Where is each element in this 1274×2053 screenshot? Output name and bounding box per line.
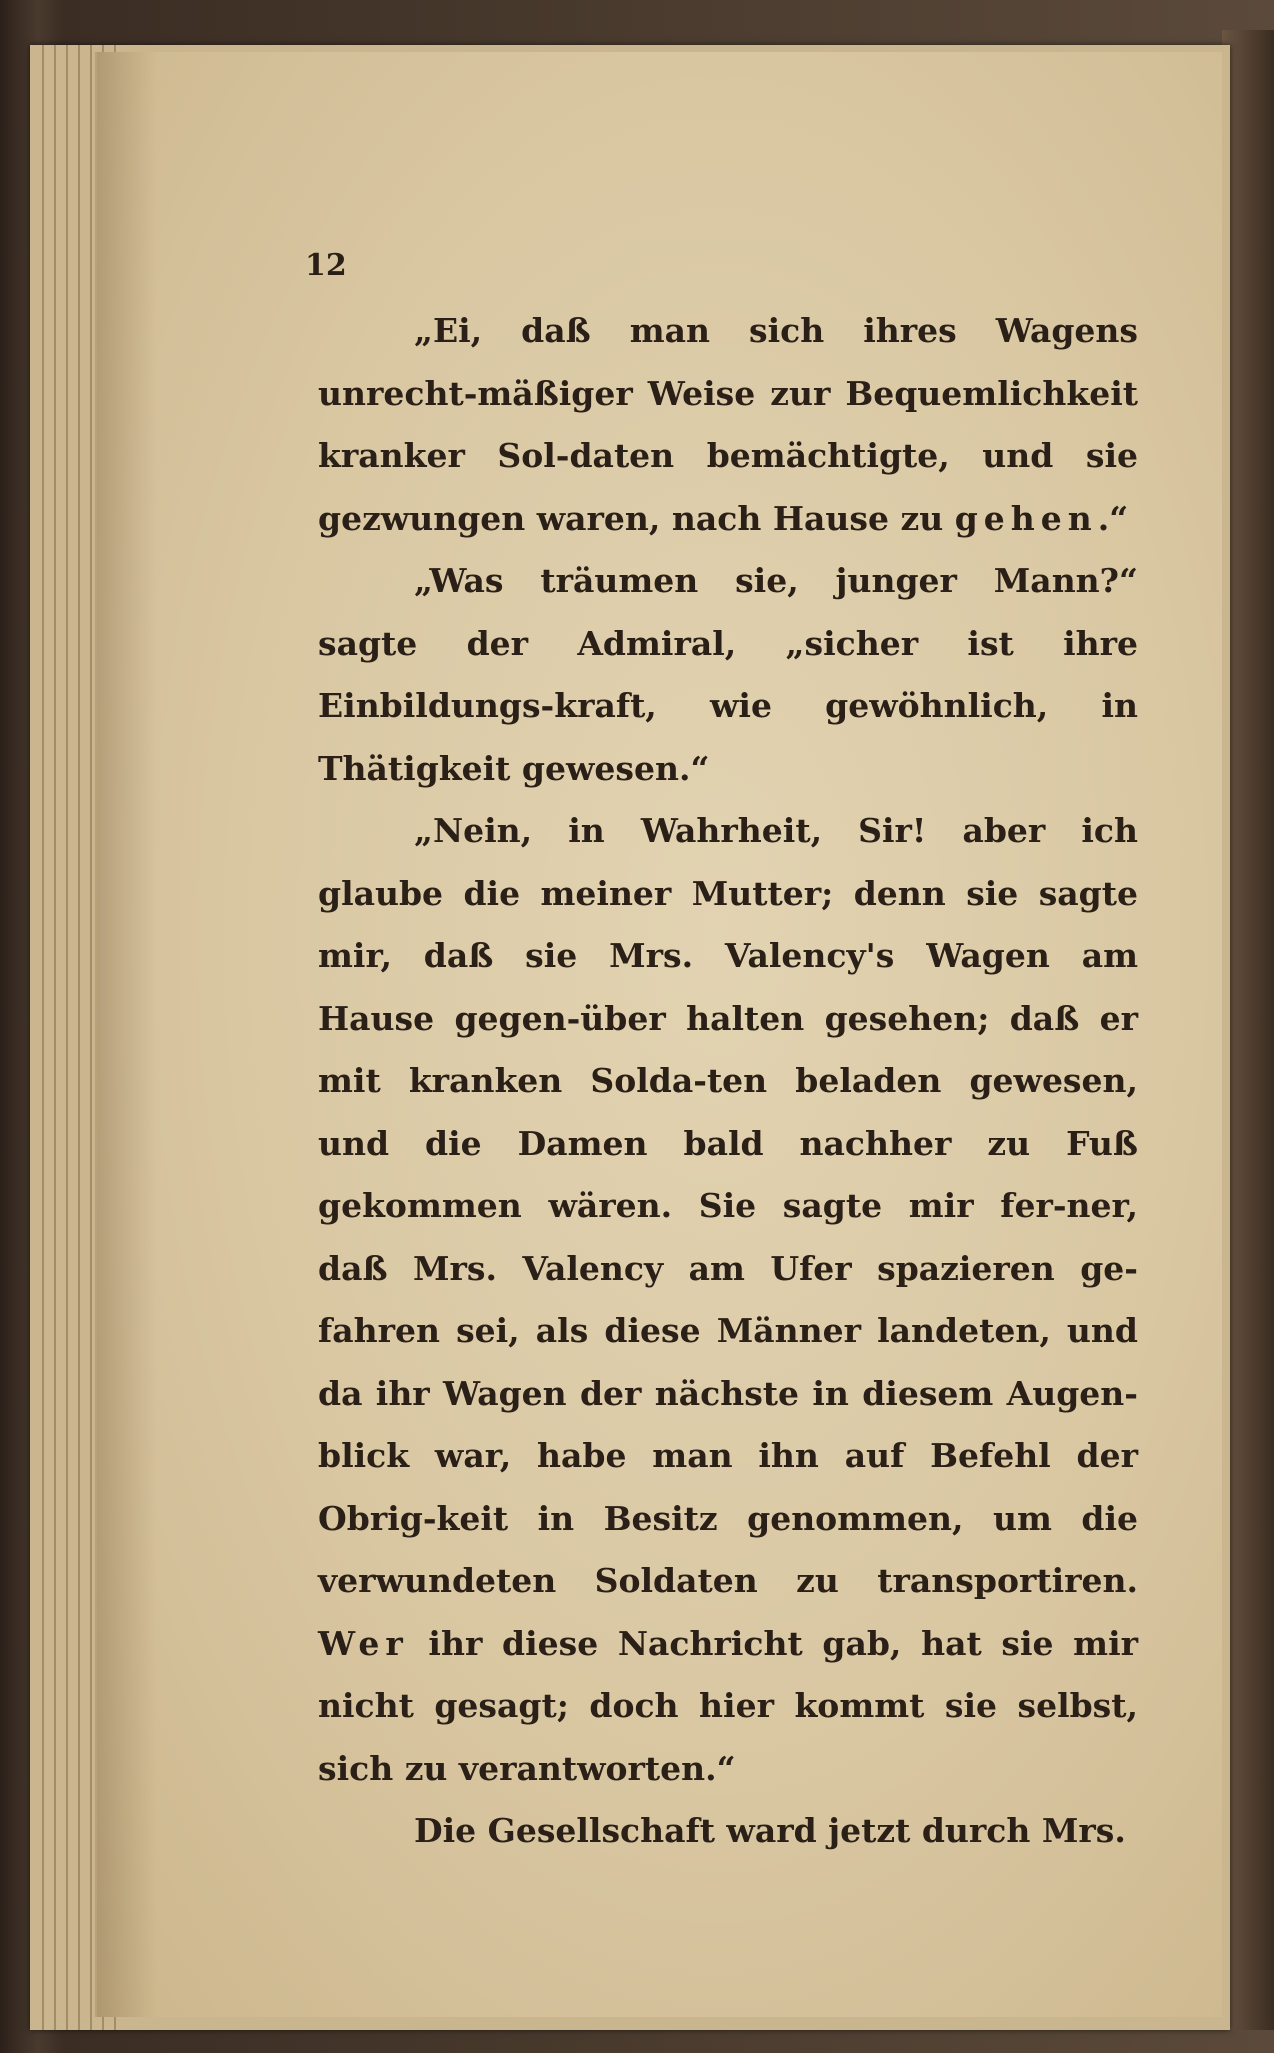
emphasized-word: gehen [954,498,1098,538]
paragraph-text: „Nein, in Wahrheit, Sir! aber ich glaube die meiner Mutter; denn sie sagte mir, daß sie Mrs. Valency's Wagen am Hause gegen-über halten gesehen; daß er mit kranken Solda-ten beladen gewesen, und die Damen bald nachher zu Fuß gekommen wären. Sie sagte mir fer-ner, daß Mrs. Valency am Ufer spazieren ge-fahren sei, als diese Männer landeten, und da ihr Wagen der nächste in diesem Augen-blick war, habe man ihn auf Befehl der Obrig-keit in Besitz genommen, um die verwundeten Soldaten zu transportiren. [318,811,1138,1600]
emphasized-word: Wer [318,1623,409,1663]
page-edge-line [66,45,68,2030]
page-edge-line [54,45,56,2030]
page-body-text [318,300,1138,1863]
page-edge-line [42,45,44,2030]
page-number: 12 [305,248,347,283]
paragraph-text: .“ [1097,498,1129,538]
paragraph-text: Die Gesellschaft ward jetzt durch Mrs. [414,1811,1126,1850]
paragraph-4 [318,1800,1138,1863]
paragraph-1 [318,300,1138,550]
paragraph-text: „Was träumen sie, junger Mann?“ sagte der Admiral, „sicher ist ihre Einbildungs-kraft, wie gewöhnlich, in Thätigkeit gewesen.“ [318,561,1138,788]
page-edge-line [90,45,92,2030]
paragraph-text: „Ei, daß man sich ihres Wagens unrecht-mäßiger Weise zur Bequemlichkeit kranker Sol-daten bemächtigte, und sie gezwungen waren, nach Hause zu [318,311,1138,538]
gutter-shade [97,52,157,2017]
paragraph-3 [318,800,1138,1800]
paragraph-2 [318,550,1138,800]
page-edge-line [78,45,80,2030]
paragraph-text: ihr diese Nachricht gab, hat sie mir nicht gesagt; doch hier kommt sie selbst, sich zu verantworten.“ [318,1623,1138,1788]
